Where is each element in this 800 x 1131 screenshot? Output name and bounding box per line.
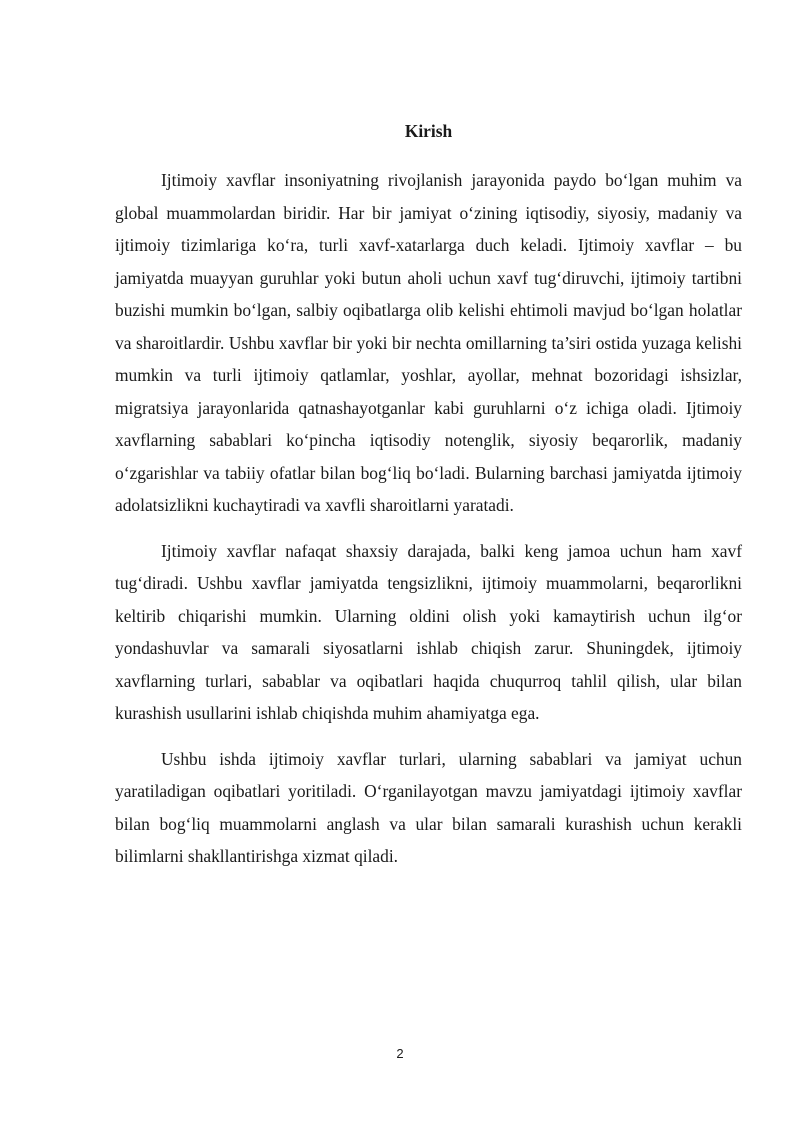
paragraph: Ushbu ishda ijtimoiy xavflar turlari, ularning sabablari va jamiyat uchun yaratiladigan oqibatlari yoritiladi. O‘rganilayotgan mavzu jamiyatdagi ijtimoiy xavflar bilan bog‘liq muammolarni anglash va ular bilan samarali kurashish uchun kerakli bilimlarni shakllantirishga xizmat qiladi. xyxy=(115,748,742,866)
page-content xyxy=(115,117,742,873)
paragraph: Ijtimoiy xavflar nafaqat shaxsiy darajada, balki keng jamoa uchun ham xavf tug‘diradi. Ushbu xavflar jamiyatda tengsizlikni, ijtimoiy muammolarni, beqarorlikni keltirib chiqarishi mumkin. Ularning oldini olish yoki kamaytirish uchun ilg‘or yondashuvlar va samarali siyosatlarni ishlab chiqish zarur. Shuningdek, ijtimoiy xavflarning turlari, sabablar va oqibatlari haqida chuqurroq tahlil qilish, ular bilan kurashish usullarini ishlab chiqishda muhim ahamiyatga ega. xyxy=(115,540,742,723)
section-title: Kirish xyxy=(404,121,453,141)
page-number: 2 xyxy=(396,1046,404,1061)
paragraph: Ijtimoiy xavflar insoniyatning rivojlanish jarayonida paydo bo‘lgan muhim va global muammolardan biridir. Har bir jamiyat o‘zining iqtisodiy, siyosiy, madaniy va ijtimoiy tizimlariga ko‘ra, turli xavf-xatarlarga duch keladi. Ijtimoiy xavflar – bu jamiyatda muayyan guruhlar yoki butun aholi uchun xavf tug‘diruvchi, ijtimoiy tartibni buzishi mumkin bo‘lgan, salbiy oqibatlarga olib kelishi ehtimoli mavjud bo‘lgan holatlar va sharoitlardir. Ushbu xavflar bir yoki bir nechta omillarning ta’siri ostida yuzaga kelishi mumkin va turli ijtimoiy qatlamlar, yoshlar, ayollar, mehnat bozoridagi ishsizlar, migratsiya jarayonlarida qatnashayotganlar kabi guruhlarni o‘z ichiga oladi. Ijtimoiy xavflarning sabablari ko‘pincha iqtisodiy notenglik, siyosiy beqarorlik, madaniy o‘zgarishlar va tabiiy ofatlar bilan bog‘liq bo‘ladi. Bularning barchasi jamiyatda ijtimoiy adolatsizlikni kuchaytiradi va xavfli sharoitlarni yaratadi. xyxy=(115,170,742,515)
